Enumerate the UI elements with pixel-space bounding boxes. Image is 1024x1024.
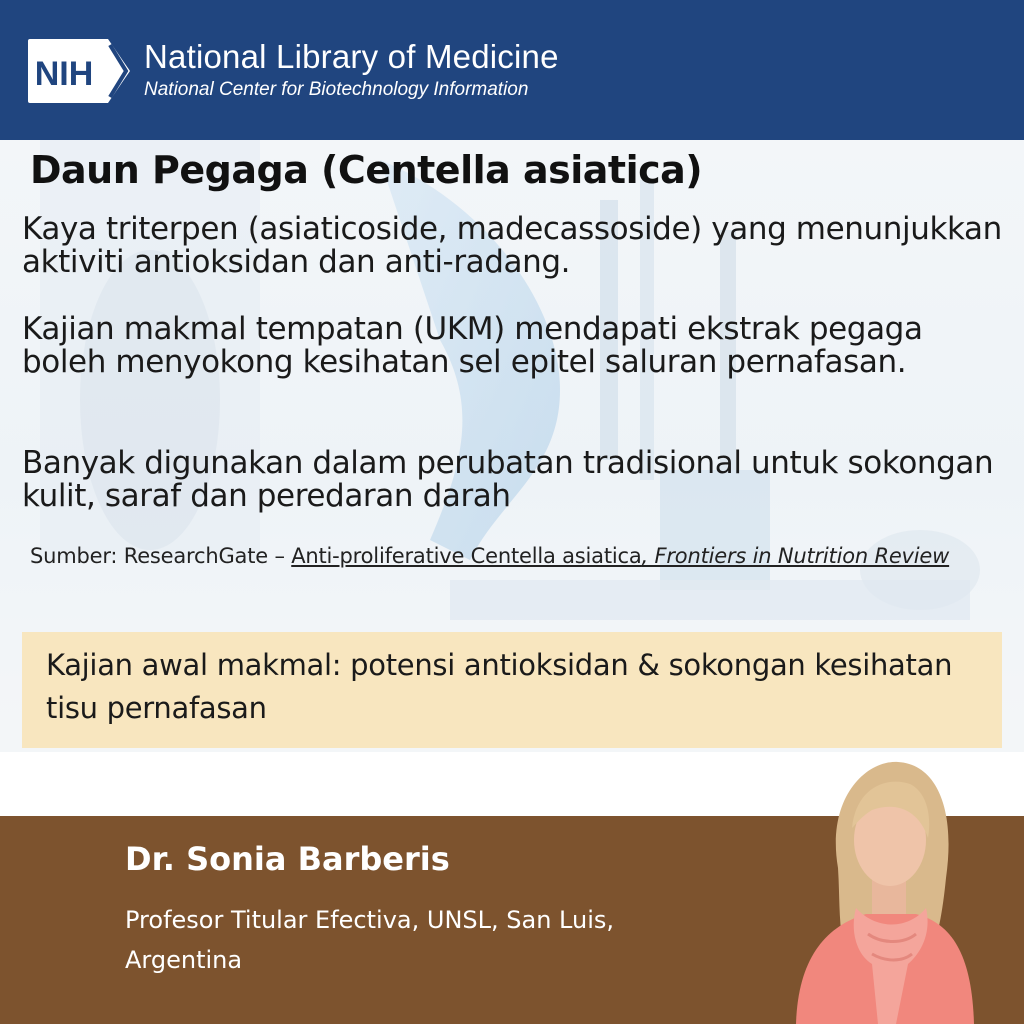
nih-logo-icon — [26, 37, 132, 105]
highlight-callout — [22, 632, 1002, 748]
source-link-frontiers[interactable]: , Frontiers in Nutrition Review — [641, 544, 950, 568]
header-subtitle: National Center for Biotechnology Information — [144, 79, 529, 100]
paragraph-3: Banyak digunakan dalam perubatan tradisional untuk sokongan kulit, saraf dan peredaran darah — [22, 445, 994, 514]
speaker-name: Dr. Sonia Barberis — [125, 840, 450, 878]
source-citation — [22, 544, 1012, 568]
section-title: Daun Pegaga (Centella asiatica) — [30, 148, 703, 192]
speaker-portrait-icon — [786, 758, 976, 1024]
source-link-researchgate[interactable]: Anti-proliferative Centella asiatica — [291, 544, 642, 568]
paragraph-2: Kajian makmal tempatan (UKM) mendapati ekstrak pegaga boleh menyokong kesihatan sel epitel saluran pernafasan. — [22, 311, 923, 380]
source-prefix: Sumber: ResearchGate – — [30, 544, 292, 568]
speaker-role: Profesor Titular Efectiva, UNSL, San Luis, Argentina — [125, 906, 614, 974]
header-banner — [0, 0, 1024, 140]
nih-logo-text: NIH — [34, 55, 94, 93]
header-title: National Library of Medicine — [144, 38, 559, 75]
callout-text: Kajian awal makmal: potensi antioksidan & sokongan kesihatan tisu pernafasan — [46, 648, 953, 725]
paragraph-1: Kaya triterpen (asiaticoside, madecassoside) yang menunjukkan aktiviti antioksidan dan anti-radang. — [22, 211, 1002, 280]
